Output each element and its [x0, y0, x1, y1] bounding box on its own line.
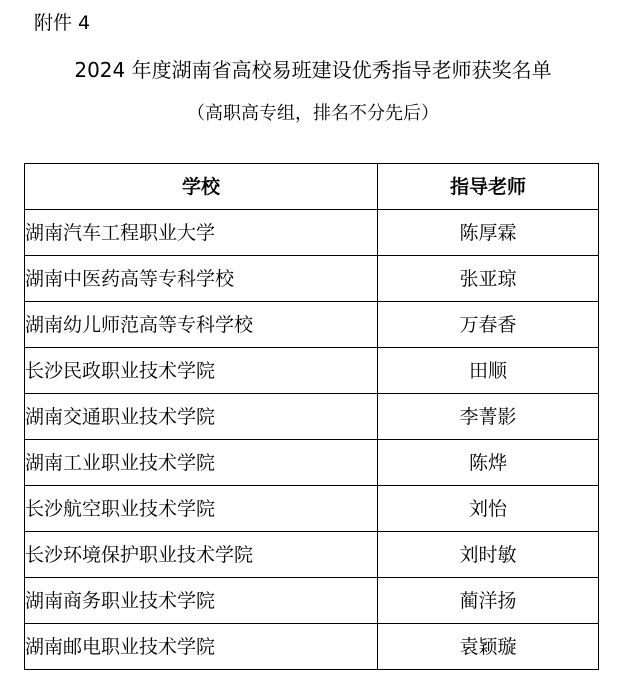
document-subtitle: （高职高专组，排名不分先后） [187, 103, 439, 124]
award-table [24, 163, 599, 670]
school-cell: 长沙航空职业技术学院 [25, 486, 378, 532]
school-cell: 长沙民政职业技术学院 [25, 348, 378, 394]
school-cell: 湖南商务职业技术学院 [25, 578, 378, 624]
teacher-cell: 李菁影 [378, 394, 599, 440]
teacher-cell: 陈厚霖 [378, 210, 599, 256]
teacher-cell: 袁颖璇 [378, 624, 599, 670]
table-row [25, 578, 599, 624]
teacher-cell: 田顺 [378, 348, 599, 394]
table-row [25, 624, 599, 670]
school-cell: 湖南幼儿师范高等专科学校 [25, 302, 378, 348]
teacher-cell: 刘时敏 [378, 532, 599, 578]
teacher-cell: 万春香 [378, 302, 599, 348]
table-row [25, 210, 599, 256]
teacher-cell: 陈烨 [378, 440, 599, 486]
school-cell: 湖南邮电职业技术学院 [25, 624, 378, 670]
column-header-teacher: 指导老师 [378, 164, 599, 210]
table-row [25, 486, 599, 532]
document-title: 2024 年度湖南省高校易班建设优秀指导老师获奖名单 [74, 58, 552, 82]
attachment-label: 附件 4 [34, 12, 91, 34]
teacher-cell: 张亚琼 [378, 256, 599, 302]
table-row [25, 256, 599, 302]
school-cell: 湖南交通职业技术学院 [25, 394, 378, 440]
school-cell: 长沙环境保护职业技术学院 [25, 532, 378, 578]
teacher-cell: 蔺洋扬 [378, 578, 599, 624]
table-row [25, 440, 599, 486]
teacher-cell: 刘怡 [378, 486, 599, 532]
school-cell: 湖南中医药高等专科学校 [25, 256, 378, 302]
school-cell: 湖南工业职业技术学院 [25, 440, 378, 486]
table-row [25, 394, 599, 440]
column-header-school: 学校 [25, 164, 378, 210]
school-cell: 湖南汽车工程职业大学 [25, 210, 378, 256]
table-row [25, 532, 599, 578]
table-header-row [25, 164, 599, 210]
table-row [25, 348, 599, 394]
table-row [25, 302, 599, 348]
